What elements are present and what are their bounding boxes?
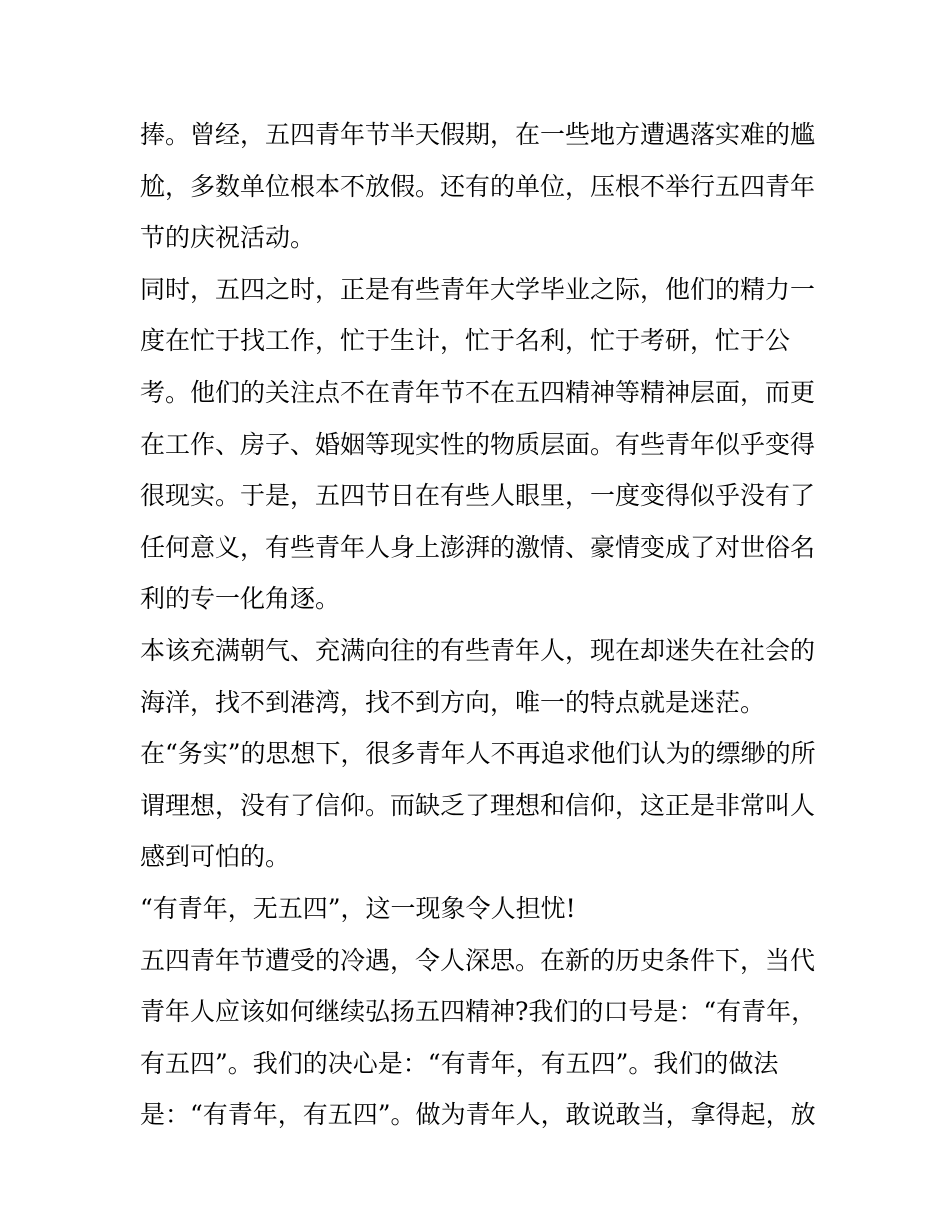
text-line: 在“务实”的思想下，很多青年人不再追求他们认为的缥缈的所 bbox=[140, 739, 816, 769]
text-line: “有青年，无五四”，这一现象令人担忧! bbox=[140, 893, 576, 923]
text-line: 是：“有青年，有五四”。做为青年人，敢说敢当，拿得起，放 bbox=[140, 1100, 816, 1130]
text-line: 同时，五四之时，正是有些青年大学毕业之际，他们的精力一 bbox=[140, 274, 816, 304]
text-line: 本该充满朝气、充满向往的有些青年人，现在却迷失在社会的 bbox=[140, 635, 816, 665]
text-line: 考。他们的关注点不在青年节不在五四精神等精神层面，而更 bbox=[140, 377, 816, 407]
text-line: 谓理想，没有了信仰。而缺乏了理想和信仰，这正是非常叫人 bbox=[140, 790, 816, 820]
text-line: 有五四”。我们的决心是：“有青年，有五四”。我们的做法 bbox=[140, 1048, 779, 1078]
text-line: 节的庆祝活动。 bbox=[140, 223, 316, 253]
text-line: 海洋，找不到港湾，找不到方向，唯一的特点就是迷茫。 bbox=[140, 687, 766, 717]
text-line: 度在忙于找工作，忙于生计，忙于名利，忙于考研，忙于公 bbox=[140, 326, 791, 356]
document-body bbox=[140, 109, 820, 1141]
text-line: 很现实。于是，五四节日在有些人眼里，一度变得似乎没有了 bbox=[140, 481, 816, 511]
text-line: 五四青年节遭受的冷遇，令人深思。在新的历史条件下，当代 bbox=[140, 945, 816, 975]
text-line: 利的专一化角逐。 bbox=[140, 584, 341, 614]
text-line: 感到可怕的。 bbox=[140, 842, 291, 872]
text-line: 任何意义，有些青年人身上澎湃的激情、豪情变成了对世俗名 bbox=[140, 532, 816, 562]
text-line: 捧。曾经，五四青年节半天假期，在一些地方遭遇落实难的尴 bbox=[140, 120, 816, 149]
text-line: 在工作、房子、婚姻等现实性的物质层面。有些青年似乎变得 bbox=[140, 429, 816, 459]
text-line: 尬，多数单位根本不放假。还有的单位，压根不举行五四青年 bbox=[140, 171, 816, 201]
text-line: 青年人应该如何继续弘扬五四精神?我们的口号是：“有青年， bbox=[140, 997, 817, 1027]
